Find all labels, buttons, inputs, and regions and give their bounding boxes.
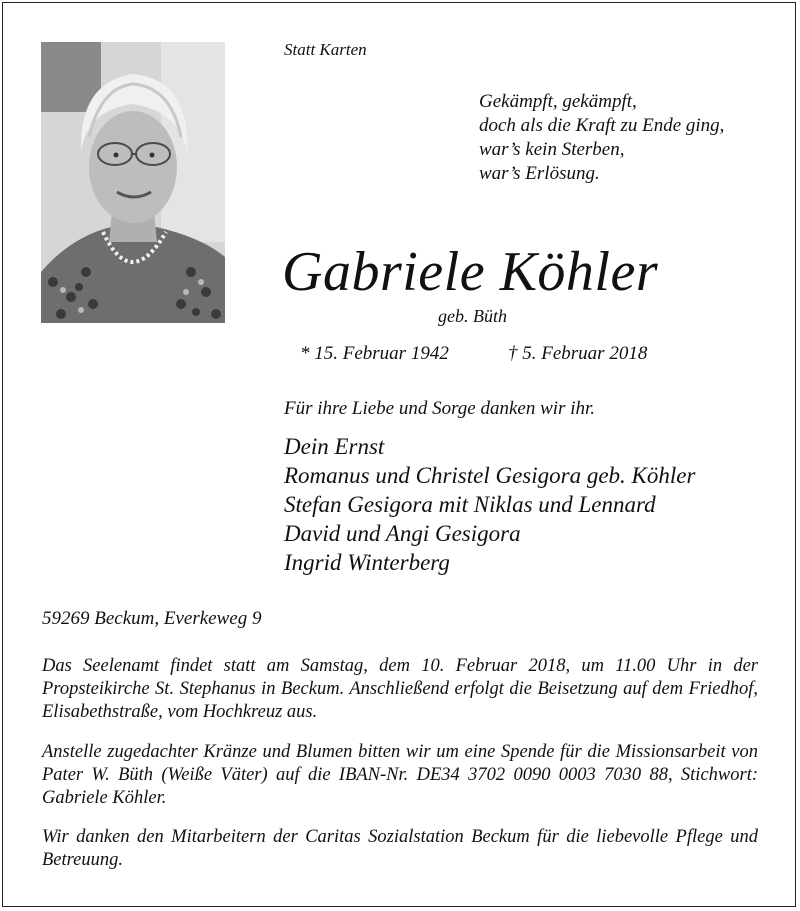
thanks-line: Für ihre Liebe und Sorge danken wir ihr. xyxy=(284,398,596,419)
deceased-name: Gabriele Köhler xyxy=(282,241,659,303)
death-date: † 5. Februar 2018 xyxy=(508,343,648,364)
family-member: Stefan Gesigora mit Niklas und Lennard xyxy=(284,492,656,517)
poem xyxy=(479,90,724,186)
address: 59269 Beckum, Everkeweg 9 xyxy=(42,608,262,629)
family-member: Romanus und Christel Gesigora geb. Köhler xyxy=(284,463,696,488)
donation-paragraph: Anstelle zugedachter Kränze und Blumen bitten wir um eine Spende für die Missionsarbeit von Pater W. Büth (Weiße Väter) auf die IBAN-Nr. DE34 3702 0090 0003 7030 88, Stichwort: Gabriele Köhler. xyxy=(42,742,758,808)
family-member: Dein Ernst xyxy=(284,434,385,459)
family-member: Ingrid Winterberg xyxy=(284,550,450,575)
portrait-image xyxy=(41,42,225,323)
birth-date: * 15. Februar 1942 xyxy=(300,343,449,364)
family-list xyxy=(284,432,695,577)
service-paragraph: Das Seelenamt findet statt am Samstag, dem 10. Februar 2018, um 11.00 Uhr in der Propsteikirche St. Stephanus in Beckum. Anschließend erfolgt die Beisetzung auf dem Friedhof, Elisabethstraße, vom Hochkreuz aus. xyxy=(42,656,758,722)
family-member: David und Angi Gesigora xyxy=(284,521,521,546)
statt-karten-note: Statt Karten xyxy=(284,40,367,59)
portrait-photo xyxy=(41,42,225,323)
poem-line: war’s Erlösung. xyxy=(479,163,600,184)
maiden-name: geb. Büth xyxy=(438,306,507,326)
poem-line: doch als die Kraft zu Ende ging, xyxy=(479,115,725,136)
gratitude-paragraph: Wir danken den Mitarbeitern der Caritas Sozialstation Beckum für die liebevolle Pflege und Betreuung. xyxy=(42,827,758,870)
poem-line: war’s kein Sterben, xyxy=(479,139,625,160)
poem-line: Gekämpft, gekämpft, xyxy=(479,91,637,112)
